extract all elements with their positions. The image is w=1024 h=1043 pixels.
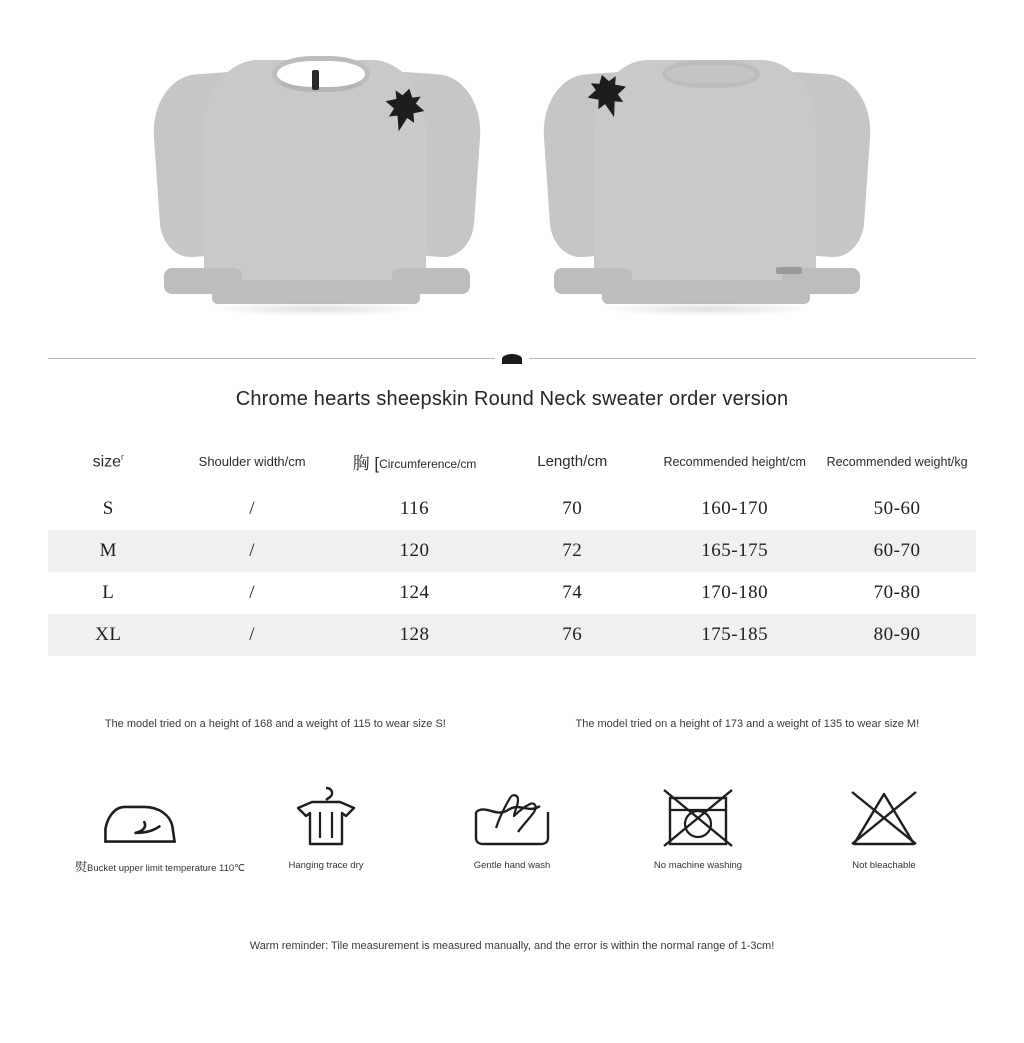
cell-length: 70 — [562, 498, 583, 519]
cell-chest: 124 — [399, 582, 430, 603]
model-notes — [0, 718, 1024, 730]
no-bleach-icon — [819, 786, 949, 848]
cell-height: 165-175 — [701, 540, 769, 561]
no-machine-wash-icon — [633, 786, 763, 848]
product-photo-back[interactable] — [542, 18, 872, 338]
cell-shoulder: / — [249, 498, 256, 519]
column-header-size-sup: r — [121, 451, 125, 462]
size-table — [48, 439, 976, 656]
care-label-hand-wash: Gentle hand wash — [473, 860, 551, 871]
hem-band — [212, 280, 420, 304]
warm-reminder: Warm reminder: Tile measurement is measured manually, and the error is within the normal range of 1-3cm! — [249, 940, 775, 953]
cell-weight: 80-90 — [873, 624, 921, 645]
cell-weight: 60-70 — [873, 540, 921, 561]
cell-shoulder: / — [249, 582, 256, 603]
table-row — [48, 614, 976, 656]
neck-tag — [312, 70, 319, 90]
cell-height: 175-185 — [701, 624, 769, 645]
care-item-hand-wash — [447, 786, 577, 874]
cell-chest: 116 — [399, 498, 430, 519]
care-label-no-bleach: Not bleachable — [852, 860, 916, 871]
photo-shadow — [598, 302, 814, 316]
table-header-row — [48, 439, 976, 488]
cell-length: 72 — [562, 540, 583, 561]
cell-height: 170-180 — [701, 582, 769, 603]
sweater-back-illustration — [542, 18, 872, 338]
column-header-chest-cn: 胸 [ — [352, 454, 380, 473]
column-header-size — [48, 439, 169, 488]
care-label-no-machine-wash: No machine washing — [653, 860, 743, 871]
care-item-no-machine-wash — [633, 786, 763, 874]
neck-collar — [272, 56, 370, 92]
model-note-size-m: The model tried on a height of 173 and a weight of 135 to wear size M! — [575, 718, 920, 730]
cell-height: 160-170 — [701, 498, 769, 519]
cell-weight: 50-60 — [873, 498, 921, 519]
section-divider — [48, 340, 976, 376]
cell-length: 74 — [562, 582, 583, 603]
table-body — [48, 488, 976, 656]
cell-chest: 120 — [399, 540, 430, 561]
table-row — [48, 572, 976, 614]
cell-size: L — [102, 582, 115, 603]
care-label-iron-cn: 熨 — [75, 860, 88, 874]
table-header — [48, 439, 976, 488]
column-header-height: Recommended height/cm — [663, 454, 806, 469]
care-label-hang-dry: Hanging trace dry — [288, 860, 364, 871]
hem-band — [602, 280, 810, 304]
cell-shoulder: / — [249, 624, 256, 645]
table-row — [48, 488, 976, 530]
cell-size: S — [102, 498, 114, 519]
photo-shadow — [208, 302, 424, 316]
size-chart — [48, 439, 976, 656]
neck-collar — [662, 60, 760, 88]
column-header-chest — [336, 439, 494, 488]
iron-icon — [75, 786, 205, 848]
hang-dry-icon — [261, 786, 391, 848]
column-header-size-label: size — [92, 453, 122, 471]
care-label-iron-en: Bucket upper limit temperature 110℃ — [87, 863, 245, 874]
column-header-chest-label: Circumference/cm — [379, 457, 477, 471]
column-header-length: Length/cm — [537, 453, 608, 470]
divider-ornament-icon — [495, 348, 529, 366]
column-header-weight: Recommended weight/kg — [826, 454, 968, 469]
table-row — [48, 530, 976, 572]
product-photo-front[interactable] — [152, 18, 482, 338]
care-item-iron — [75, 786, 245, 874]
page-title: Chrome hearts sheepskin Round Neck sweater order version — [235, 388, 789, 410]
care-label-iron — [75, 860, 245, 874]
cell-weight: 70-80 — [873, 582, 921, 603]
column-header-shoulder: Shoulder width/cm — [198, 454, 306, 469]
cell-chest: 128 — [399, 624, 430, 645]
care-instructions — [0, 786, 1024, 874]
cell-shoulder: / — [249, 540, 256, 561]
model-note-size-s: The model tried on a height of 168 and a weight of 115 to wear size S! — [104, 718, 446, 730]
side-label-tag — [776, 267, 802, 274]
sweater-front-illustration — [152, 18, 482, 338]
cell-length: 76 — [562, 624, 583, 645]
cell-size: XL — [95, 624, 122, 645]
product-gallery — [0, 0, 1024, 340]
care-item-no-bleach — [819, 786, 949, 874]
cell-size: M — [99, 540, 118, 561]
care-item-hang-dry — [261, 786, 391, 874]
hand-wash-icon — [447, 786, 577, 848]
